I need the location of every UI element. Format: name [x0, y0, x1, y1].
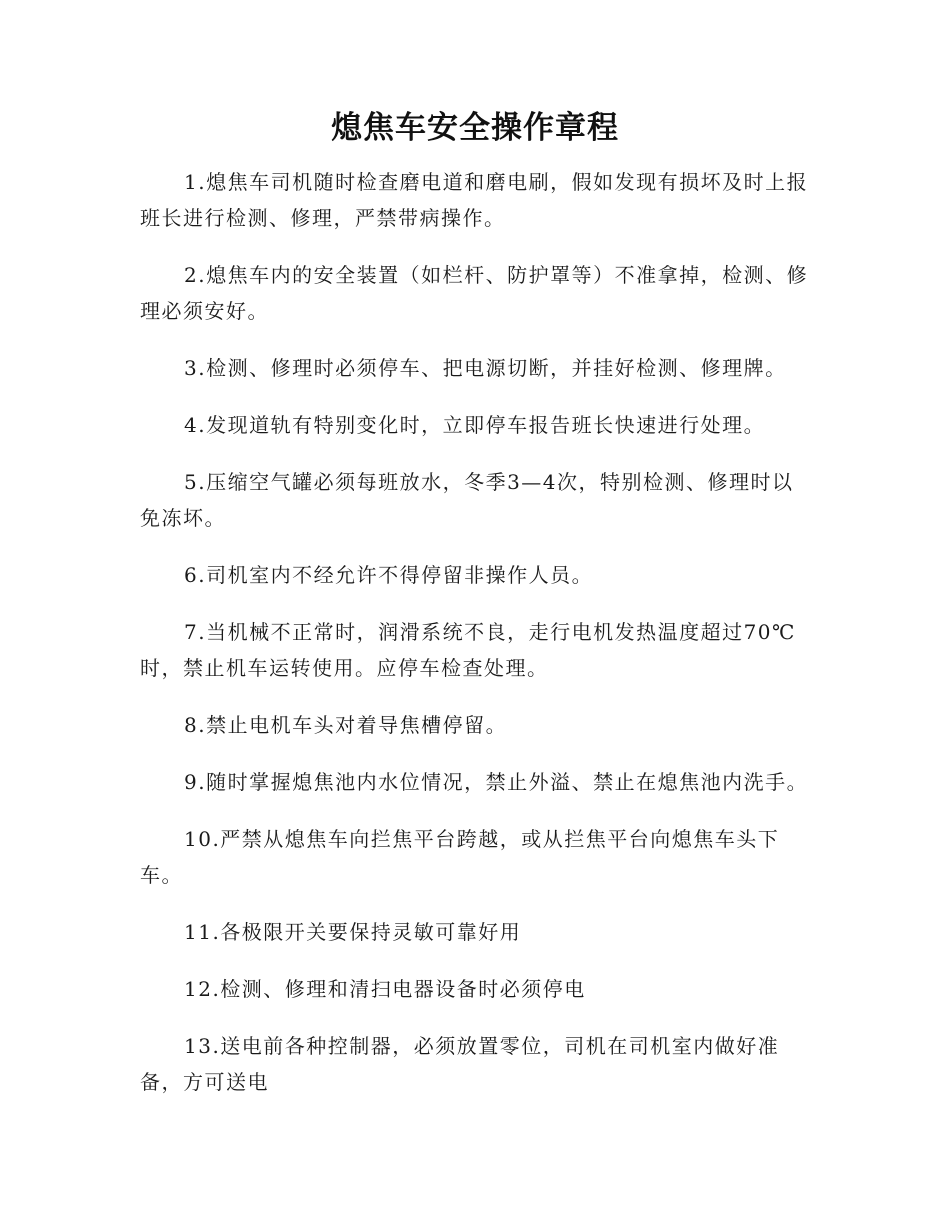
rule-item-8: 8.禁止电机车头对着导焦槽停留。 — [184, 713, 508, 737]
rule-item-10: 10.严禁从熄焦车向拦焦平台跨越，或从拦焦平台向熄焦车头下车。 — [140, 827, 780, 887]
rule-item-11: 11.各极限开关要保持灵敏可靠好用 — [184, 920, 522, 944]
document-title: 熄焦车安全操作章程 — [331, 110, 619, 146]
rules-list — [140, 164, 812, 1121]
rule-item-12: 12.检测、修理和清扫电器设备时必须停电 — [184, 977, 586, 1001]
rule-item-9: 9.随时掌握熄焦池内水位情况，禁止外溢、禁止在熄焦池内洗手。 — [184, 770, 809, 794]
rule-item-7: 7.当机械不正常时，润滑系统不良，走行电机发热温度超过70℃时，禁止机车运转使用。应停车检查处理。 — [140, 620, 796, 680]
rule-item-4: 4.发现道轨有特别变化时，立即停车报告班长快速进行处理。 — [184, 413, 766, 437]
rule-item-2: 2.熄焦车内的安全装置（如栏杆、防护罩等）不准拿掉，检测、修理必须安好。 — [140, 263, 809, 323]
rule-item-13: 13.送电前各种控制器，必须放置零位，司机在司机室内做好准备，方可送电 — [140, 1034, 780, 1094]
rule-item-5: 5.压缩空气罐必须每班放水，冬季3—4次，特别检测、修理时以免冻坏。 — [140, 470, 794, 530]
rule-item-3: 3.检测、修理时必须停车、把电源切断，并挂好检测、修理牌。 — [184, 356, 787, 380]
rule-item-6: 6.司机室内不经允许不得停留非操作人员。 — [184, 563, 594, 587]
rule-item-1: 1.熄焦车司机随时检查磨电道和磨电刷，假如发现有损坏及时上报班长进行检测、修理，严禁带病操作。 — [140, 170, 809, 230]
